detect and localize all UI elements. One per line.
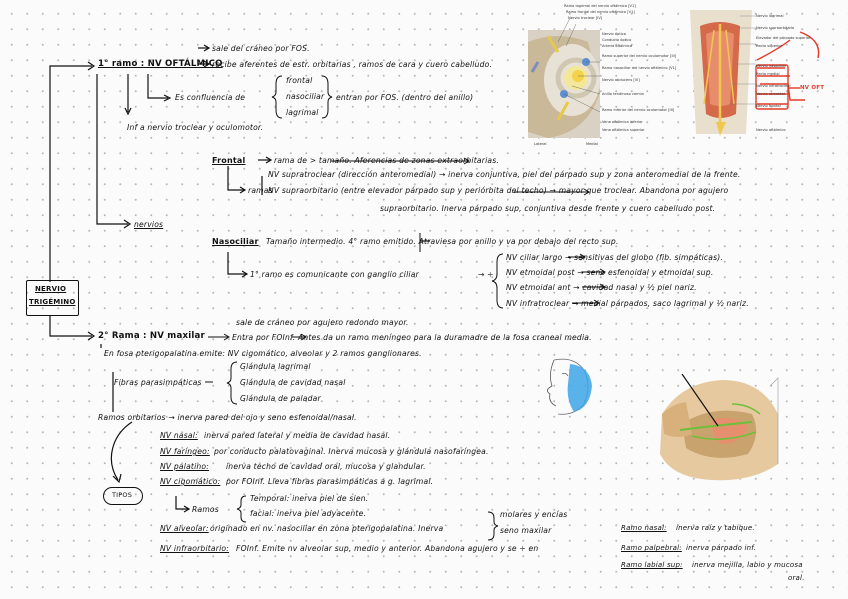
- ramos-label: Ramos: [192, 505, 219, 514]
- fig2-label: Nervio infratroclear: [756, 84, 791, 88]
- ramo-facial: facial: inerva piel adyacente.: [250, 509, 367, 518]
- fig2-label: Recto superior: [756, 44, 783, 48]
- fig2-label: Elevador del párpado superior: [756, 36, 811, 40]
- cigomatico-desc: por FOInf. Lleva fibras parasimpáticas a g. lagrimal.: [226, 477, 434, 486]
- trunk-to-ramo2: [50, 315, 92, 336]
- ramo-labial-desc: inerva mejilla, labio y mucosa: [692, 561, 803, 569]
- ramo-temporal: Temporal: inerva piel de sien.: [250, 494, 369, 503]
- fig2-label: Nervio frontal: [756, 104, 781, 108]
- ramo2-orbitarios: Ramos orbitarios → inerva pared del ojo y seno esfenoidal/nasal.: [98, 413, 357, 422]
- alveolar-label: NV alveolar:: [160, 524, 209, 533]
- fig1-label: Ramo inferior del nervio oculomotor [III]: [602, 108, 675, 112]
- title-line1: NERVIO: [35, 285, 67, 293]
- branch-lagrimal: lagrimal: [286, 108, 319, 117]
- frontal-desc: rama de > tamaño. Aferencias de zonas extraorbitarias.: [274, 156, 500, 165]
- fig1-label: Nervio óptico: [602, 32, 626, 36]
- ramo-labial-desc-2: oral.: [788, 574, 805, 582]
- alveolar-desc: originado en nv. nasociliar en zona pterigopalatina. Inerva: [210, 524, 444, 533]
- tipos-oval: [103, 487, 143, 505]
- ramo-palpebral-desc: inerva párpado inf.: [686, 544, 757, 552]
- frontal-supraorbitario: NV supraorbitario (entre elevador párpado sup y periórbita del techo) → mayor que troclear. Abandona por agujero: [268, 186, 729, 195]
- orbit-nerves-figure: [528, 2, 678, 152]
- ramo1-nervios: nervios: [134, 220, 164, 229]
- glandula: Glándula de cavidad nasal: [240, 378, 346, 387]
- fig1-label: Ramo frontal del nervio oftálmico [V1]: [566, 10, 635, 14]
- ramo2-heading: 2° Rama : NV maxilar: [98, 331, 205, 341]
- ramo2-entra: Entra por FOInf. Antes da un ramo meníngeo para la duramadre de la fosa craneal media.: [232, 333, 592, 342]
- fig2-label: Recto medial: [756, 72, 780, 76]
- frontal-supratroclear: NV supratroclear (dirección anteromedial) → inerva conjuntiva, piel del párpado sup y zona anteromedial de la frente.: [268, 170, 741, 179]
- cigomatico-label: NV cigomático:: [160, 477, 221, 486]
- nasociliar-item: NV ciliar largo → sensitivas del globo (fib. simpáticas).: [506, 253, 724, 262]
- fig1-label: Anillo tendinoso común: [602, 92, 645, 96]
- nasociliar-comunicante: 1° ramo es comunicante con ganglio ciliar: [250, 270, 419, 279]
- nasal-cavity-figure: [652, 374, 782, 486]
- fig1-label: Vena oftálmica inferior: [602, 120, 643, 124]
- nasociliar-item: NV infratroclear → medial párpados, saco lagrimal y ½ nariz.: [506, 299, 749, 308]
- ramo1-sale: sale del cráneo por FOS.: [212, 44, 310, 53]
- nasociliar-desc: Tamaño intermedio. 4° ramo emitido. Atraviesa por anillo y va por debajo del recto sup.: [266, 237, 619, 246]
- branch-frontal: frontal: [286, 76, 313, 85]
- fig1-label: Ramo superior del nervio oculomotor [III]: [602, 54, 677, 58]
- ramo2-sale: sale de cráneo por agujero redondo mayor.: [236, 318, 409, 327]
- title-line2: TRIGÉMINO: [29, 298, 76, 306]
- fig1-label: Nervio troclear [IV]: [568, 16, 603, 20]
- fig1-bottom-label: Lateral: [534, 142, 547, 146]
- infraorbitario-desc: FOInf. Emite nv alveolar sup, medio y anterior. Abandona agujero y se ÷ en: [236, 544, 539, 553]
- nasociliar-title: Nasociliar: [212, 237, 259, 246]
- fig2-label: Nervio oftálmico: [756, 128, 786, 132]
- fig2-label: Nervio lagrimal: [756, 14, 784, 18]
- tipos-label: TIPOS: [112, 491, 133, 499]
- ramo-labial-label: Ramo labial sup:: [621, 561, 683, 569]
- nasociliar-divide: → ÷: [478, 270, 494, 279]
- fig1-label: Nervio abducens [VI]: [602, 78, 640, 82]
- title-box: [26, 280, 79, 316]
- ramo1-inf: Inf a nervio troclear y oculomotor.: [127, 123, 264, 132]
- fig2-label: Nervio supraorbitario: [756, 26, 795, 30]
- palatino-desc: inerva techo de cavidad oral, mucosa y glandular.: [226, 462, 426, 471]
- frontal-title: Frontal: [212, 156, 246, 165]
- ramo1-heading: 1° ramo : NV OFTÁLMICO: [98, 59, 223, 69]
- glandula: Glándula lagrimal: [240, 362, 311, 371]
- ramo2-fosa: En fosa pterigopalatina emite: NV cigomático, alveolar y 2 ramos ganglionares.: [104, 349, 422, 358]
- orbit-top-figure: [686, 4, 826, 144]
- faringeo-label: NV faríngeo:: [160, 447, 210, 456]
- fig1-label: Vena oftálmica superior: [602, 128, 645, 132]
- ramo2-fibras: Fibras parasimpáticas: [114, 378, 202, 387]
- infraorbitario-label: NV infraorbitario:: [160, 544, 230, 553]
- nasal-desc: inerva pared lateral y media de cavidad nasal.: [204, 431, 391, 440]
- fig1-label: Conducto óptico: [602, 38, 632, 42]
- ramo1-recibe: recibe aferentes de estr. orbitarias , ramos de cara y cuero cabelludo.: [212, 60, 493, 69]
- ramo1-entran: entran por FOS. (dentro del anillo): [336, 93, 474, 102]
- alveolar-seno: seno maxilar: [500, 526, 552, 535]
- nasal-label: NV nasal:: [160, 431, 198, 440]
- fig2-annotation: NV OFT: [800, 85, 825, 91]
- faringeo-desc: por conducto palatovaginal. Inerva mucosa y glándula nasofaríngea.: [214, 447, 489, 456]
- face-sketch: [534, 356, 600, 418]
- fig1-label: Ramo lagrimal del nervio oftálmico [V1]: [564, 4, 636, 8]
- fig1-bottom-label: Medial: [586, 142, 598, 146]
- fig2-label: Nervio etmoidal: [756, 92, 785, 96]
- branch-nasociliar: nasociliar: [286, 92, 325, 101]
- ramo-palpebral-label: Ramo palpebral:: [621, 544, 682, 552]
- frontal-ramas: ramas: [248, 186, 273, 195]
- alveolar-molares: molares y encías: [500, 510, 568, 519]
- fig1-label: Ramo nasociliar del nervio oftálmico [V1]: [602, 66, 677, 70]
- trunk-to-ramo1: [50, 66, 92, 282]
- ramo-nasal-label: Ramo nasal:: [621, 524, 667, 532]
- nasociliar-item: NV etmoidal ant → cavidad nasal y ½ piel nariz.: [506, 283, 697, 292]
- glandula: Glándula de paladar: [240, 394, 321, 403]
- palatino-label: NV palatino:: [160, 462, 210, 471]
- fig1-label: Arteria oftálmica: [602, 44, 633, 48]
- fig2-label: Nervio nasociliar: [756, 64, 787, 68]
- ramo1-confluencia: Es confluencia de: [175, 93, 246, 102]
- nasociliar-item: NV etmoidal post → seno esfenoidal y etmoidal sup.: [506, 268, 714, 277]
- ramo-nasal-desc: inerva raíz y tabique.: [676, 524, 755, 532]
- frontal-supraorbitario-2: supraorbitario. Inerva párpado sup, conjuntiva desde frente y cuero cabelludo post.: [380, 204, 716, 213]
